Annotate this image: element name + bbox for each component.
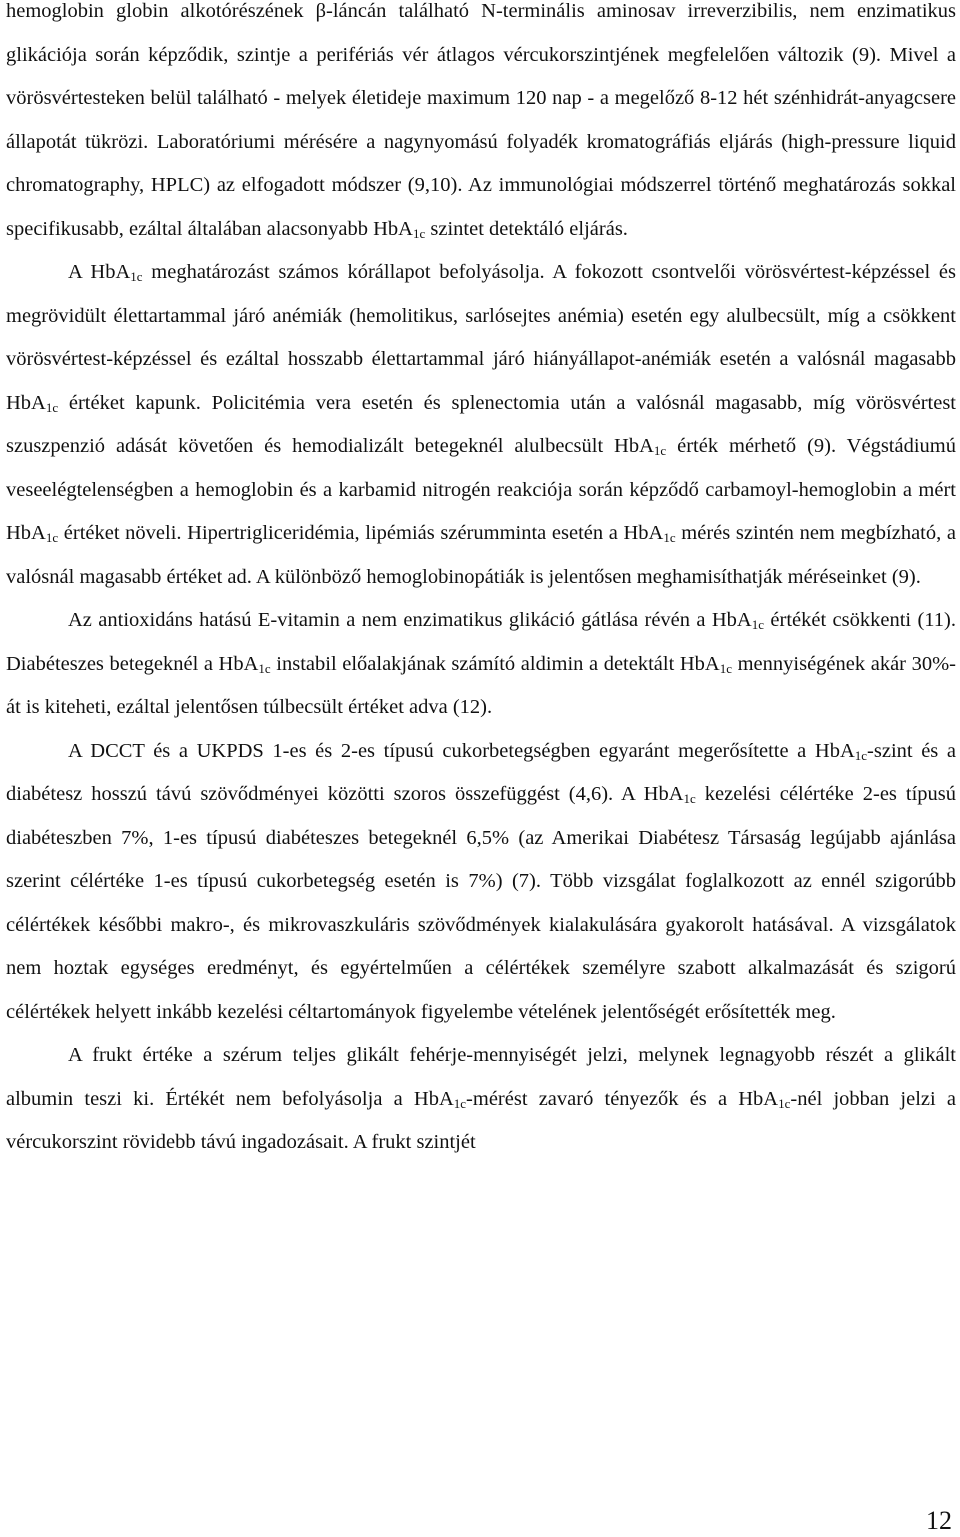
subscript: 1c [719,660,733,676]
segment-text: Az antioxidáns hatású E-vitamin a nem enzimatikus glikáció gátlása révén a HbA [68,609,752,631]
subscript: 1c [45,530,59,545]
subscript: 1c [854,747,868,763]
segment-text: instabil előalakjának számító aldimin a detektált HbA [270,652,720,675]
text-segment [68,740,867,762]
subscript: 1c [45,399,59,415]
paragraph [6,251,956,599]
subscript: 1c [653,443,667,458]
segment-text: A HbA [68,261,131,283]
segment-text: meghatározást számos kórállapot befolyásolja. A fokozott csontvelői vörösvértest-képzéssel és megrövidült élettartammal járó anémiák (hemolitikus, sarlósejtes anémia) esetén egy alulbecsült, míg a csökkent vörösvértest-képzéssel és ezáltal hosszabb élettartammal járó hiányállapot-anémiák esetén a valósnál magasabb HbA [6,261,956,414]
text-segment [68,261,143,283]
segment-text: mérés szintén nem megbízható, a valósnál magasabb értéket ad. A különböző hemoglobinopátiák is jelentősen meghamisíthatják méréseinket (9). [6,522,956,588]
segment-text: -mérést zavaró tényezők és a HbA [466,1087,779,1110]
subscript: 1c [413,225,426,241]
subscript: 1c [130,269,143,284]
segment-text: A DCCT és a UKPDS 1-es és 2-es típusú cukorbetegségben egyaránt megerősítette a HbA [68,739,855,762]
segment-text: -nél jobban jelzi a vércukorszint rövidebb távú ingadozásait. A frukt szintjét [6,1087,956,1153]
document-body [6,0,956,1165]
segment-text: -szint és a diabétesz hosszú távú szövődményei közötti szoros összefüggést (4,6). A HbA [6,739,956,805]
subscript: 1c [663,530,676,545]
subscript: 1c [778,1095,791,1111]
text-segment [425,218,628,240]
segment-text: szintet detektáló eljárás. [425,217,628,240]
paragraph [6,599,956,730]
page-number: 12 [926,1506,952,1535]
segment-text: mennyiségének akár 30%-át is kiteheti, ezáltal jelentősen túlbecsült értéket adva (12). [6,652,956,718]
segment-text: hemoglobin globin alkotórészének β-láncán található N-terminális aminosav irreverzibilis, nem enzimatikus glikációja során képződik, szintje a perifériás vér átlagos vércukorszintjének megfelelően változik (9). Mivel a vörösvértesteken belül található - melyek életideje maximum 120 nap - a megelőző 8-12 hét szénhidrát-anyagcsere állapotát tükrözi. Laboratóriumi mérésére a nagynyomású folyadék kromatográfiás eljárás (high-pressure liquid chromatography, HPLC) az elfogadott módszer (9,10). Az immunológiai módszerrel történő meghatározás sokkal specifikusabb, ezáltal általában alacsonyabb HbA [6,0,956,240]
text-segment [6,783,956,1023]
subscript: 1c [751,617,765,632]
segment-text: értéket kapunk. Policitémia vera esetén és splenectomia után a valósnál magasabb, míg vörösvértest szuszpenzió adását követően és hemodializált betegeknél alulbecsült HbA [6,391,956,457]
paragraph [6,0,956,251]
paragraph [6,1034,956,1165]
text-segment [6,0,956,240]
paragraph [6,730,956,1035]
text-segment [68,609,764,631]
segment-text: kezelési célértéke 2-es típusú diabéteszben 7%, 1-es típusú diabéteszes betegeknél 6,5% (az Amerikai Diabétesz Társaság legújabb ajánlása szerint célértéke 1-es típusú cukorbetegség esetén is 7%) (7). Több vizsgálat foglalkozott az ennél szigorúbb célértékek későbbi makro-, és mikrovaszkuláris szövődmények kialakulására gyakorolt hatásával. A vizsgálatok nem hoztak egységes eredményt, és egyértelműen a célértékek személyre szabott alkalmazását és szigorú célértékek helyett inkább kezelési céltartományok figyelembe vételének jelentőségét erősítették meg. [6,783,957,1023]
subscript: 1c [453,1095,467,1111]
text-segment [271,653,732,675]
subscript: 1c [258,660,271,676]
segment-text: A frukt értéke a szérum teljes glikált fehérje-mennyiségét jelzi, melynek legnagyobb részét a glikált albumin teszi ki. Értékét nem befolyásolja a HbA [6,1044,956,1110]
segment-text: értékét csökkenti (11). Diabéteszes betegeknél a HbA [6,609,956,675]
segment-text: értéket növeli. Hipertrigliceridémia, lipémiás szérumminta esetén a HbA [58,522,664,544]
text-segment [466,1088,790,1110]
text-segment [58,522,676,544]
subscript: 1c [683,791,696,806]
segment-text: érték mérhető (9). Végstádiumú veseelégtelenségben a hemoglobin és a karbamid nitrogén reakciója során képződő carbamoyl-hemoglobin a mért HbA [6,435,956,544]
